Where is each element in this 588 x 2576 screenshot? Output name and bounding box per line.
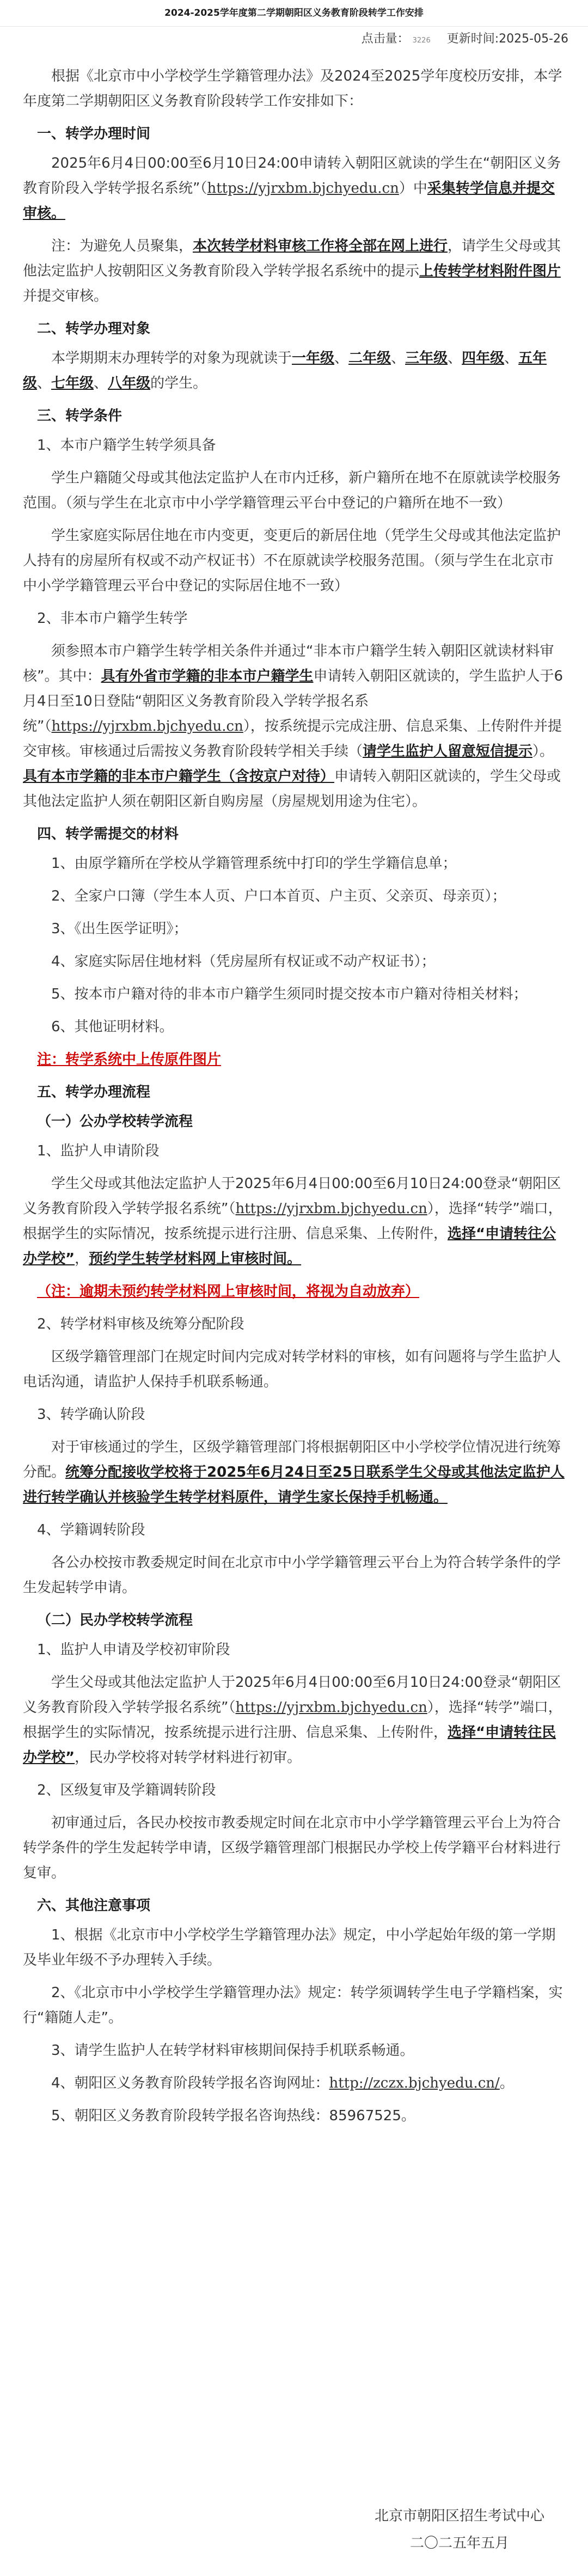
section-1-heading: 一、转学办理时间 — [37, 126, 151, 142]
system-link[interactable]: https://yjrxbm.bjchyedu.cn — [235, 1699, 427, 1716]
section-5-heading: 五、转学办理流程 — [37, 1084, 151, 1100]
section-3-sub-1: 1、本市户籍学生转学须具备 — [37, 437, 216, 454]
private-step-2: 2、区级复审及学籍调转阶段 — [37, 1782, 216, 1798]
signature-org: 北京市朝阳区招生考试中心 — [374, 2508, 544, 2524]
separator: 、 — [334, 350, 349, 366]
text-span: ， — [75, 1251, 89, 1267]
text-span: 2025年6月4日00:00至6月10日24:00申请转入朝阳区就读的学生在“朝阳区义务教育阶段入学转学报名系统”（ — [23, 155, 561, 197]
grade-text: 八年级 — [108, 375, 151, 391]
section-2-heading: 二、转学办理对象 — [37, 321, 151, 337]
material-item: 5、按本市户籍对待的非本市户籍学生须同时提交按本市户籍对待相关材料； — [51, 986, 528, 1002]
text-span: 并提交审核。 — [23, 288, 108, 304]
text-span: 4、朝阳区义务教育阶段转学报名咨询网址： — [51, 2075, 329, 2091]
section-1-paragraph-2 — [23, 234, 565, 309]
separator: 、 — [448, 350, 462, 366]
emphasis-text: 选择“申请转往公办学校” — [23, 1226, 556, 1267]
material-item: 4、家庭实际居住地材料（凭房屋所有权证或不动产权证书）； — [51, 953, 436, 970]
text-span: ），选择“转学”端口，根据学生的实际情况，按系统提示进行注册、信息采集、上传附件， — [23, 1699, 562, 1741]
deadline-note: （注：逾期未预约转学材料网上审核时间，将视为自动放弃） — [37, 1283, 420, 1300]
page-title: 2024-2025学年度第二学期朝阳区义务教育阶段转学工作安排 — [0, 0, 588, 27]
emphasis-text: 选择“申请转往民办学校” — [23, 1724, 556, 1766]
public-step-2-paragraph: 区级学籍管理部门在规定时间内完成对转学材料的审核，如有问题将与学生监护人电话沟通，请监护人保持手机联系畅通。 — [23, 1349, 561, 1390]
system-link[interactable]: https://yjrxbm.bjchyedu.cn — [235, 1201, 427, 1217]
article-body — [0, 52, 588, 2128]
article-meta — [0, 27, 588, 52]
public-step-1: 1、监护人申请阶段 — [37, 1143, 160, 1159]
grade-text: 四年级 — [462, 350, 505, 366]
public-step-4-paragraph: 各公办校按市教委规定时间在北京市中小学学籍管理云平台上为符合转学条件的学生发起转学申请。 — [23, 1555, 561, 1596]
hits-count: 3226 — [412, 36, 431, 45]
public-step-3-paragraph — [23, 1435, 565, 1510]
notice-item: 2、《北京市中小学校学生学籍管理办法》规定：转学须调转学生电子学籍档案，实行“籍随人走”。 — [23, 1985, 563, 2026]
grade-text: 二年级 — [348, 350, 391, 366]
grade-text: 三年级 — [405, 350, 448, 366]
private-step-1-paragraph — [23, 1670, 565, 1770]
system-link[interactable]: https://yjrxbm.bjchyedu.cn — [207, 180, 399, 197]
emphasis-text: 统筹分配接收学校将于2025年6月24日至25日联系学生父母或其他法定监护人进行转学确认并核验学生转学材料原件，请学生家长保持手机畅通。 — [23, 1464, 565, 1506]
text-span: 。 — [499, 2075, 514, 2091]
public-school-heading: （一）公办学校转学流程 — [37, 1113, 193, 1130]
emphasis-text: 采集转学信息并提交审核。 — [23, 180, 555, 222]
material-item: 2、全家户口簿（学生本人页、户口本首页、户主页、父亲页、母亲页）； — [51, 888, 506, 904]
section-3-paragraph-1: 学生户籍随父母或其他法定监护人在市内迁移，新户籍所在地不在原就读学校服务范围。（须与学生在北京市中小学学籍管理云平台中登记的户籍所在地不一致） — [23, 470, 561, 511]
section-3-heading: 三、转学条件 — [37, 408, 122, 424]
material-item: 6、其他证明材料。 — [51, 1019, 174, 1035]
section-3-paragraph-3 — [23, 639, 565, 814]
consult-link[interactable]: http://zczx.bjchyedu.cn/ — [329, 2075, 500, 2091]
notice-item: 5、朝阳区义务教育阶段转学报名咨询热线：85967525。 — [51, 2108, 415, 2124]
section-4-heading: 四、转学需提交的材料 — [37, 826, 179, 842]
text-span: 学生父母或其他法定监护人于2025年6月4日00:00至6月10日24:00登录“朝阳区义务教育阶段入学转学报名系统”（ — [23, 1176, 561, 1217]
public-step-3: 3、转学确认阶段 — [37, 1406, 145, 1423]
section-1-paragraph-1 — [23, 151, 565, 226]
separator: 、 — [391, 350, 406, 366]
text-span: 申请转入朝阳区就读的，学生父母或其他法定监护人须在朝阳区新自购房屋（房屋规划用途为住宅）。 — [23, 768, 561, 810]
section-3-sub-2: 2、非本市户籍学生转学 — [37, 610, 188, 627]
text-span: 对于审核通过的学生，区级学籍管理部门将根据朝阳区中小学校学位情况进行统筹分配。 — [23, 1439, 561, 1480]
text-span: 须参照本市户籍学生转学相关条件并通过“非本市户籍学生转入朝阳区就读材料审核”。其中： — [23, 643, 554, 684]
material-item: 3、《出生医学证明》； — [51, 921, 188, 937]
text-span: ，请学生父母或其他法定监护人按朝阳区义务教育阶段入学转学报名系统中的提示 — [23, 238, 561, 279]
signature-block — [375, 2502, 544, 2557]
system-link[interactable]: https://yjrxbm.bjchyedu.cn — [51, 718, 243, 735]
notice-item: 1、根据《北京市中小学校学生学籍管理办法》规定，中小学起始年级的第一学期及毕业年级不予办理转入手续。 — [23, 1927, 556, 1968]
private-step-1: 1、监护人申请及学校初审阶段 — [37, 1642, 230, 1658]
text-span: ，民办学校将对转学材料进行初审。 — [75, 1749, 302, 1766]
text-span: ），选择“转学”端口，根据学生的实际情况，按系统提示进行注册、信息采集、上传附件， — [23, 1201, 562, 1242]
private-school-heading: （二）民办学校转学流程 — [37, 1612, 193, 1629]
text-span: 的学生。 — [150, 375, 207, 391]
private-step-2-paragraph: 初审通过后，各民办校按市教委规定时间在北京市中小学学籍管理云平台上为符合转学条件的学生发起转学申请，区级学籍管理部门根据民办学校上传学籍平台材料进行复审。 — [23, 1815, 561, 1881]
emphasis-text: 上传转学材料附件图片 — [419, 263, 561, 279]
notice-item — [23, 2071, 565, 2096]
separator: 、 — [37, 375, 52, 391]
grade-text: 一年级 — [292, 350, 335, 366]
text-span: ）。 — [532, 743, 554, 760]
text-span: 申请转入朝阳区就读的，学生监护人于6月4日至10日登陆“朝阳区义务教育阶段入学转学报名系统”（ — [23, 668, 564, 735]
emphasis-text: 预约学生转学材料网上审核时间。 — [89, 1251, 302, 1267]
upload-note: 注：转学系统中上传原件图片 — [37, 1051, 222, 1068]
section-3-paragraph-2: 学生家庭实际居住地在市内变更，变更后的新居住地（凭学生父母或其他法定监护人持有的房屋所有权或不动产权证书）不在原就读学校服务范围。（须与学生在北京市中小学学籍管理云平台中登记的实际居住地不一致） — [23, 528, 561, 594]
grade-text: 五年级 — [23, 350, 547, 391]
material-item: 1、由原学籍所在学校从学籍管理系统中打印的学生学籍信息单； — [51, 855, 457, 872]
separator: 、 — [94, 375, 108, 391]
update-date: 2025-05-26 — [499, 32, 568, 46]
text-span: 学生父母或其他法定监护人于2025年6月4日00:00至6月10日24:00登录“朝阳区义务教育阶段入学转学报名系统”（ — [23, 1674, 561, 1716]
text-span: ）中 — [399, 180, 427, 197]
section-2-paragraph — [23, 346, 565, 396]
hits-label: 点击量： — [361, 32, 409, 46]
section-6-heading: 六、其他注意事项 — [37, 1898, 151, 1914]
update-label: 更新时间: — [446, 32, 499, 46]
intro-paragraph: 根据《北京市中小学校学生学籍管理办法》及2024至2025学年度校历安排，本学年度第二学期朝阳区义务教育阶段转学工作安排如下： — [23, 68, 562, 109]
text-span: 本学期期末办理转学的对象为现就读于 — [51, 350, 292, 366]
emphasis-text: 具有外省市学籍的非本市户籍学生 — [101, 668, 314, 684]
signature-date: 二〇二五年五月 — [409, 2535, 509, 2551]
emphasis-text: 具有本市学籍的非本市户籍学生（含按京户对待） — [23, 768, 335, 785]
separator: 、 — [504, 350, 519, 366]
public-step-2: 2、转学材料审核及统筹分配阶段 — [37, 1316, 244, 1332]
notice-item: 3、请学生监护人在转学材料审核期间保持手机联系畅通。 — [51, 2042, 414, 2059]
text-span: 注：为避免人员聚集， — [51, 238, 193, 254]
public-step-1-paragraph — [23, 1171, 565, 1271]
text-span: ），按系统提示完成注册、信息采集、上传附件并提交审核。审核通过后需按义务教育阶段转学相关手续（ — [23, 718, 562, 760]
emphasis-text: 本次转学材料审核工作将全部在网上进行 — [193, 238, 448, 254]
public-step-4: 4、学籍调转阶段 — [37, 1522, 145, 1538]
emphasis-text: 请学生监护人留意短信提示 — [363, 743, 533, 760]
grade-text: 七年级 — [51, 375, 94, 391]
